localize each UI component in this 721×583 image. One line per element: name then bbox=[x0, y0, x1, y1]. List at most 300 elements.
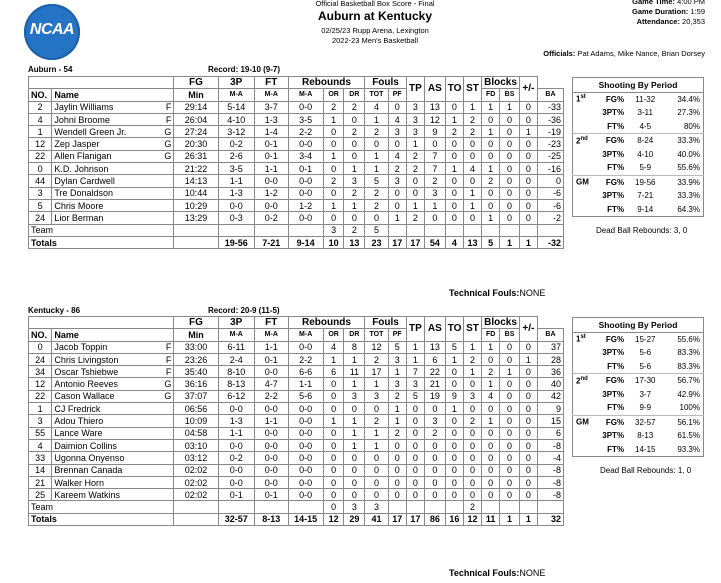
col-fouls: Fouls bbox=[365, 77, 407, 89]
sbp-row bbox=[573, 203, 704, 217]
stat-dr: 1 bbox=[344, 163, 365, 175]
header-row bbox=[29, 317, 564, 329]
stat-bs: 0 bbox=[500, 163, 519, 175]
stat-as: 0 bbox=[445, 439, 463, 451]
player-name: Zep Jasper bbox=[52, 138, 161, 150]
stat-to: 0 bbox=[463, 212, 481, 224]
col-ma: M-A bbox=[288, 89, 323, 101]
stat-tot: 3 bbox=[365, 390, 388, 402]
totals-as: 16 bbox=[445, 513, 463, 525]
stat-ft: 0-0 bbox=[288, 415, 323, 427]
stat-fg: 1-1 bbox=[218, 175, 254, 187]
stat-ba: 0 bbox=[519, 415, 537, 427]
sbp-row bbox=[573, 388, 704, 402]
col-pf: PF bbox=[388, 89, 406, 101]
header-spacer bbox=[29, 317, 174, 329]
sbp-percentage: 61.5% bbox=[677, 431, 700, 441]
stat-min: 10:29 bbox=[174, 199, 218, 211]
stat-p3: 1-1 bbox=[254, 341, 288, 353]
stat-fg: 2-4 bbox=[218, 353, 254, 365]
stat-st: 0 bbox=[482, 403, 500, 415]
stat-ft: 0-0 bbox=[288, 175, 323, 187]
player-number: 0 bbox=[29, 163, 52, 175]
team-tp bbox=[424, 224, 445, 236]
stat-p3: 0-0 bbox=[254, 403, 288, 415]
sbp-made-attempted: 14-15 bbox=[635, 444, 656, 454]
totals-pf: 17 bbox=[388, 513, 406, 525]
stat-st: 1 bbox=[482, 378, 500, 390]
player-name: Adou Thiero bbox=[52, 415, 161, 427]
auburn-record: Record: 19-10 (9-7) bbox=[208, 65, 281, 74]
stat-dr: 1 bbox=[344, 353, 365, 365]
stat-tp: 12 bbox=[424, 113, 445, 125]
player-row bbox=[29, 187, 564, 199]
stat-tp: 7 bbox=[424, 150, 445, 162]
stat-min: 10:09 bbox=[174, 415, 218, 427]
totals-p3: 8-13 bbox=[254, 513, 288, 525]
stat-min: 03:10 bbox=[174, 439, 218, 451]
stat-bs: 0 bbox=[500, 353, 519, 365]
stat-tp: 7 bbox=[424, 163, 445, 175]
stat-tot: 0 bbox=[365, 452, 388, 464]
stat-fd: 0 bbox=[406, 452, 424, 464]
stat-min: 03:12 bbox=[174, 452, 218, 464]
stat-ft: 0-0 bbox=[288, 403, 323, 415]
team-min bbox=[174, 501, 218, 513]
stat-min: 36:16 bbox=[174, 378, 218, 390]
totals-ft: 14-15 bbox=[288, 513, 323, 525]
stat-st: 0 bbox=[482, 113, 500, 125]
team-ft bbox=[288, 501, 323, 513]
totals-tot: 23 bbox=[365, 236, 388, 248]
sbp-period bbox=[573, 443, 589, 457]
stat-or: 2 bbox=[323, 101, 344, 113]
player-position: F bbox=[161, 353, 174, 365]
stat-to: 0 bbox=[463, 464, 481, 476]
col-dr: DR bbox=[344, 329, 365, 341]
sbp-percentage: 33.3% bbox=[677, 136, 700, 146]
stat-min: 23:26 bbox=[174, 353, 218, 365]
stat-or: 0 bbox=[323, 378, 344, 390]
stat-pf: 0 bbox=[388, 199, 406, 211]
player-position bbox=[161, 489, 174, 501]
stat-fg: 0-0 bbox=[218, 403, 254, 415]
stat-ft: 2-2 bbox=[288, 126, 323, 138]
stat-tot: 1 bbox=[365, 439, 388, 451]
sbp-row bbox=[573, 175, 704, 189]
stat-to: 3 bbox=[463, 390, 481, 402]
col-min: Min bbox=[174, 89, 218, 101]
player-name: Jaylin Williams bbox=[52, 101, 161, 113]
stat-bs: 0 bbox=[500, 212, 519, 224]
player-number: 22 bbox=[29, 150, 52, 162]
stat-or: 0 bbox=[323, 476, 344, 488]
stat-dr: 0 bbox=[344, 138, 365, 150]
stat-pf: 1 bbox=[388, 366, 406, 378]
stat-to: 0 bbox=[463, 403, 481, 415]
stat-ba: 0 bbox=[519, 390, 537, 402]
player-number: 0 bbox=[29, 341, 52, 353]
stat-bs: 0 bbox=[500, 452, 519, 464]
player-number: 34 bbox=[29, 366, 52, 378]
col-st: ST bbox=[463, 77, 481, 102]
player-name: Dylan Cardwell bbox=[52, 175, 161, 187]
player-name: Chris Moore bbox=[52, 199, 161, 211]
stat-fd: 1 bbox=[406, 353, 424, 365]
team-or: 0 bbox=[323, 501, 344, 513]
stat-pf: 1 bbox=[388, 403, 406, 415]
player-position bbox=[161, 175, 174, 187]
sbp-row bbox=[573, 401, 704, 415]
stat-tp: 6 bbox=[424, 353, 445, 365]
col-blocks: Blocks bbox=[482, 317, 520, 329]
player-row bbox=[29, 126, 564, 138]
stat-dr: 0 bbox=[344, 476, 365, 488]
stat-p3: 0-1 bbox=[254, 353, 288, 365]
stat-pm: -2 bbox=[537, 212, 563, 224]
player-number: 3 bbox=[29, 187, 52, 199]
stat-tot: 1 bbox=[365, 163, 388, 175]
stat-p3: 1-2 bbox=[254, 187, 288, 199]
col-or: OR bbox=[323, 89, 344, 101]
stat-bs: 0 bbox=[500, 378, 519, 390]
stat-p3: 0-1 bbox=[254, 489, 288, 501]
col-tp: TP bbox=[406, 317, 424, 342]
col-fouls: Fouls bbox=[365, 317, 407, 329]
team-ba bbox=[519, 501, 537, 513]
player-position bbox=[161, 163, 174, 175]
player-number: 5 bbox=[29, 199, 52, 211]
officials-row: Officials: Pat Adams, Mike Nance, Brian Dorsey bbox=[543, 49, 705, 58]
stat-min: 26:04 bbox=[174, 113, 218, 125]
sbp-row bbox=[573, 374, 704, 388]
stat-min: 14:13 bbox=[174, 175, 218, 187]
team-or: 3 bbox=[323, 224, 344, 236]
totals-pf: 17 bbox=[388, 236, 406, 248]
sbp-made-attempted: 8-13 bbox=[637, 431, 654, 441]
stat-ba: 0 bbox=[519, 138, 537, 150]
season-label: 2022-23 Men's Basketball bbox=[331, 36, 419, 45]
auburn-dead-ball-rebounds: Dead Ball Rebounds: 3, 0 bbox=[596, 226, 688, 235]
totals-dr: 29 bbox=[344, 513, 365, 525]
stat-ba: 0 bbox=[519, 403, 537, 415]
stat-fd: 3 bbox=[406, 113, 424, 125]
stat-pm: -23 bbox=[537, 138, 563, 150]
stat-fg: 0-2 bbox=[218, 452, 254, 464]
stat-tp: 1 bbox=[424, 199, 445, 211]
col-as: AS bbox=[424, 317, 445, 342]
stat-fg: 0-2 bbox=[218, 138, 254, 150]
stat-tot: 0 bbox=[365, 476, 388, 488]
player-number: 55 bbox=[29, 427, 52, 439]
stat-tp: 0 bbox=[424, 439, 445, 451]
player-name: Allen Flanigan bbox=[52, 150, 161, 162]
stat-as: 0 bbox=[445, 101, 463, 113]
sbp-made-attempted: 17-30 bbox=[635, 376, 656, 386]
stat-p3: 0-0 bbox=[254, 452, 288, 464]
team-pm bbox=[537, 501, 563, 513]
sbp-label: FG% bbox=[605, 334, 625, 344]
stat-ba: 0 bbox=[519, 212, 537, 224]
stat-pm: 9 bbox=[537, 403, 563, 415]
col-rebounds: Rebounds bbox=[288, 77, 365, 89]
stat-as: 0 bbox=[445, 212, 463, 224]
stat-to: 1 bbox=[463, 199, 481, 211]
stat-st: 0 bbox=[482, 464, 500, 476]
stat-dr: 2 bbox=[344, 187, 365, 199]
stat-pm: 42 bbox=[537, 390, 563, 402]
stat-bs: 0 bbox=[500, 415, 519, 427]
col-min: Min bbox=[174, 329, 218, 341]
player-position: G bbox=[161, 378, 174, 390]
player-number: 22 bbox=[29, 390, 52, 402]
sbp-made-attempted: 9-14 bbox=[637, 204, 654, 214]
team-label: Team bbox=[29, 501, 174, 513]
stat-st: 1 bbox=[482, 212, 500, 224]
team-label: Team bbox=[29, 224, 174, 236]
player-position bbox=[161, 199, 174, 211]
auburn-shooting-by-period bbox=[572, 77, 704, 217]
sbp-period bbox=[573, 203, 589, 217]
stat-p3: 0-0 bbox=[254, 427, 288, 439]
player-position bbox=[161, 464, 174, 476]
stat-or: 1 bbox=[323, 199, 344, 211]
player-name: Jacob Toppin bbox=[52, 341, 161, 353]
stat-fg: 1-1 bbox=[218, 427, 254, 439]
stat-tot: 1 bbox=[365, 378, 388, 390]
team-p3 bbox=[254, 224, 288, 236]
stat-st: 1 bbox=[482, 101, 500, 113]
stat-pf: 4 bbox=[388, 150, 406, 162]
player-name: K.D. Johnson bbox=[52, 163, 161, 175]
totals-pm: 32 bbox=[537, 513, 563, 525]
stat-dr: 0 bbox=[344, 403, 365, 415]
stat-fd: 3 bbox=[406, 101, 424, 113]
stat-pm: 28 bbox=[537, 353, 563, 365]
stat-ft: 1-1 bbox=[288, 378, 323, 390]
totals-fd: 17 bbox=[406, 513, 424, 525]
stat-min: 29:14 bbox=[174, 101, 218, 113]
player-position: F bbox=[161, 366, 174, 378]
totals-tp: 86 bbox=[424, 513, 445, 525]
stat-ba: 0 bbox=[519, 366, 537, 378]
player-position: F bbox=[161, 101, 174, 113]
player-number: 25 bbox=[29, 489, 52, 501]
totals-ba: 1 bbox=[519, 236, 537, 248]
player-number: 44 bbox=[29, 175, 52, 187]
stat-pm: -8 bbox=[537, 439, 563, 451]
sbp-percentage: 55.6% bbox=[677, 163, 700, 173]
stat-fg: 2-6 bbox=[218, 150, 254, 162]
player-name: Antonio Reeves bbox=[52, 378, 161, 390]
stat-ft: 0-0 bbox=[288, 138, 323, 150]
stat-ba: 0 bbox=[519, 163, 537, 175]
sbp-label: FT% bbox=[607, 444, 625, 454]
game-date-venue: 02/25/23 Rupp Arena, Lexington bbox=[321, 26, 429, 35]
attendance-row: Attendance: 20,353 bbox=[636, 17, 705, 26]
sbp-made-attempted: 9-9 bbox=[639, 403, 652, 413]
totals-to: 12 bbox=[463, 513, 481, 525]
player-position: F bbox=[161, 113, 174, 125]
stat-tot: 12 bbox=[365, 341, 388, 353]
col-ft: FT bbox=[254, 77, 288, 89]
stat-to: 2 bbox=[463, 415, 481, 427]
sbp-percentage: 40.0% bbox=[677, 149, 700, 159]
stat-to: 1 bbox=[463, 187, 481, 199]
stat-ba: 0 bbox=[519, 113, 537, 125]
stat-fd: 0 bbox=[406, 464, 424, 476]
stat-as: 1 bbox=[445, 113, 463, 125]
player-row bbox=[29, 476, 564, 488]
col-no: NO. bbox=[29, 89, 52, 101]
totals-fg: 32-57 bbox=[218, 513, 254, 525]
totals-tot: 41 bbox=[365, 513, 388, 525]
stat-fg: 8-13 bbox=[218, 378, 254, 390]
stat-min: 02:02 bbox=[174, 464, 218, 476]
sbp-percentage: 64.3% bbox=[677, 204, 700, 214]
stat-tot: 5 bbox=[365, 175, 388, 187]
stat-ft: 0-0 bbox=[288, 427, 323, 439]
sbp-period bbox=[573, 346, 589, 360]
stat-p3: 1-1 bbox=[254, 415, 288, 427]
player-row bbox=[29, 150, 564, 162]
stat-fd: 5 bbox=[406, 390, 424, 402]
stat-tot: 1 bbox=[365, 113, 388, 125]
sbp-row bbox=[573, 161, 704, 175]
player-position: G bbox=[161, 150, 174, 162]
totals-ba: 1 bbox=[519, 513, 537, 525]
sbp-percentage: 93.3% bbox=[677, 444, 700, 454]
player-name: Lance Ware bbox=[52, 427, 161, 439]
stat-pm: -19 bbox=[537, 126, 563, 138]
stat-as: 0 bbox=[445, 415, 463, 427]
stat-min: 37:07 bbox=[174, 390, 218, 402]
sbp-row bbox=[573, 443, 704, 457]
stat-tot: 2 bbox=[365, 199, 388, 211]
stat-fd: 2 bbox=[406, 163, 424, 175]
stat-st: 0 bbox=[482, 199, 500, 211]
player-position bbox=[161, 476, 174, 488]
player-name: CJ Fredrick bbox=[52, 403, 161, 415]
stat-dr: 1 bbox=[344, 378, 365, 390]
stat-bs: 0 bbox=[500, 489, 519, 501]
player-name: Kareem Watkins bbox=[52, 489, 161, 501]
stat-min: 20:30 bbox=[174, 138, 218, 150]
team-pf bbox=[388, 224, 406, 236]
stat-or: 2 bbox=[323, 175, 344, 187]
player-position: F bbox=[161, 341, 174, 353]
stat-to: 1 bbox=[463, 341, 481, 353]
stat-as: 1 bbox=[445, 353, 463, 365]
team-min bbox=[174, 224, 218, 236]
stat-ba: 0 bbox=[519, 452, 537, 464]
team-fd bbox=[406, 224, 424, 236]
player-name: Brennan Canada bbox=[52, 464, 161, 476]
stat-pf: 0 bbox=[388, 101, 406, 113]
stat-p3: 0-0 bbox=[254, 464, 288, 476]
player-name: Johni Broome bbox=[52, 113, 161, 125]
stat-ft: 2-2 bbox=[288, 353, 323, 365]
stat-ft: 0-0 bbox=[288, 187, 323, 199]
stat-as: 0 bbox=[445, 187, 463, 199]
col-dr: DR bbox=[344, 89, 365, 101]
stat-p3: 0-1 bbox=[254, 138, 288, 150]
stat-fd: 1 bbox=[406, 138, 424, 150]
stat-fg: 3-12 bbox=[218, 126, 254, 138]
stat-p3: 0-0 bbox=[254, 175, 288, 187]
stat-as: 0 bbox=[445, 199, 463, 211]
stat-p3: 1-1 bbox=[254, 163, 288, 175]
col-tp: TP bbox=[406, 77, 424, 102]
stat-bs: 0 bbox=[500, 126, 519, 138]
stat-ba: 0 bbox=[519, 464, 537, 476]
stat-dr: 0 bbox=[344, 464, 365, 476]
sbp-period: 1st bbox=[576, 94, 586, 105]
col-ba: BA bbox=[537, 89, 563, 101]
stat-tp: 2 bbox=[424, 175, 445, 187]
sbp-row bbox=[573, 120, 704, 134]
sbp-row bbox=[573, 92, 704, 106]
stat-to: 0 bbox=[463, 175, 481, 187]
stat-min: 27:24 bbox=[174, 126, 218, 138]
player-number: 24 bbox=[29, 353, 52, 365]
stat-st: 0 bbox=[482, 187, 500, 199]
stat-fd: 0 bbox=[406, 175, 424, 187]
stat-as: 0 bbox=[445, 489, 463, 501]
player-number: 12 bbox=[29, 138, 52, 150]
stat-or: 0 bbox=[323, 489, 344, 501]
stat-to: 2 bbox=[463, 113, 481, 125]
stat-p3: 2-2 bbox=[254, 390, 288, 402]
stat-pf: 3 bbox=[388, 378, 406, 390]
stat-min: 33:00 bbox=[174, 341, 218, 353]
col-fg: FG bbox=[174, 77, 218, 89]
stat-min: 06:56 bbox=[174, 403, 218, 415]
stat-fd: 2 bbox=[406, 212, 424, 224]
team-tot: 3 bbox=[365, 501, 388, 513]
stat-bs: 0 bbox=[500, 138, 519, 150]
stat-ft: 0-0 bbox=[288, 101, 323, 113]
stat-or: 0 bbox=[323, 163, 344, 175]
stat-pm: -25 bbox=[537, 150, 563, 162]
stat-st: 0 bbox=[482, 150, 500, 162]
stat-tot: 0 bbox=[365, 212, 388, 224]
player-number: 24 bbox=[29, 212, 52, 224]
sbp-label: FG% bbox=[605, 177, 625, 187]
stat-ft: 0-0 bbox=[288, 476, 323, 488]
sbp-period bbox=[573, 161, 589, 175]
stat-ft: 0-0 bbox=[288, 452, 323, 464]
sbp-percentage: 56.7% bbox=[677, 376, 700, 386]
col-fg: FG bbox=[174, 317, 218, 329]
stat-to: 1 bbox=[463, 101, 481, 113]
stat-pm: -33 bbox=[537, 101, 563, 113]
stat-p3: 0-0 bbox=[254, 476, 288, 488]
stat-or: 0 bbox=[323, 126, 344, 138]
stat-st: 1 bbox=[482, 341, 500, 353]
sbp-percentage: 27.3% bbox=[677, 108, 700, 118]
stat-as: 0 bbox=[445, 366, 463, 378]
player-number: 1 bbox=[29, 126, 52, 138]
player-number: 3 bbox=[29, 415, 52, 427]
col-tot: TOT bbox=[365, 329, 388, 341]
player-number: 4 bbox=[29, 439, 52, 451]
stat-tp: 0 bbox=[424, 476, 445, 488]
sbp-made-attempted: 7-21 bbox=[637, 191, 654, 201]
col-ma: M-A bbox=[288, 329, 323, 341]
header-row bbox=[29, 77, 564, 89]
stat-bs: 0 bbox=[500, 390, 519, 402]
